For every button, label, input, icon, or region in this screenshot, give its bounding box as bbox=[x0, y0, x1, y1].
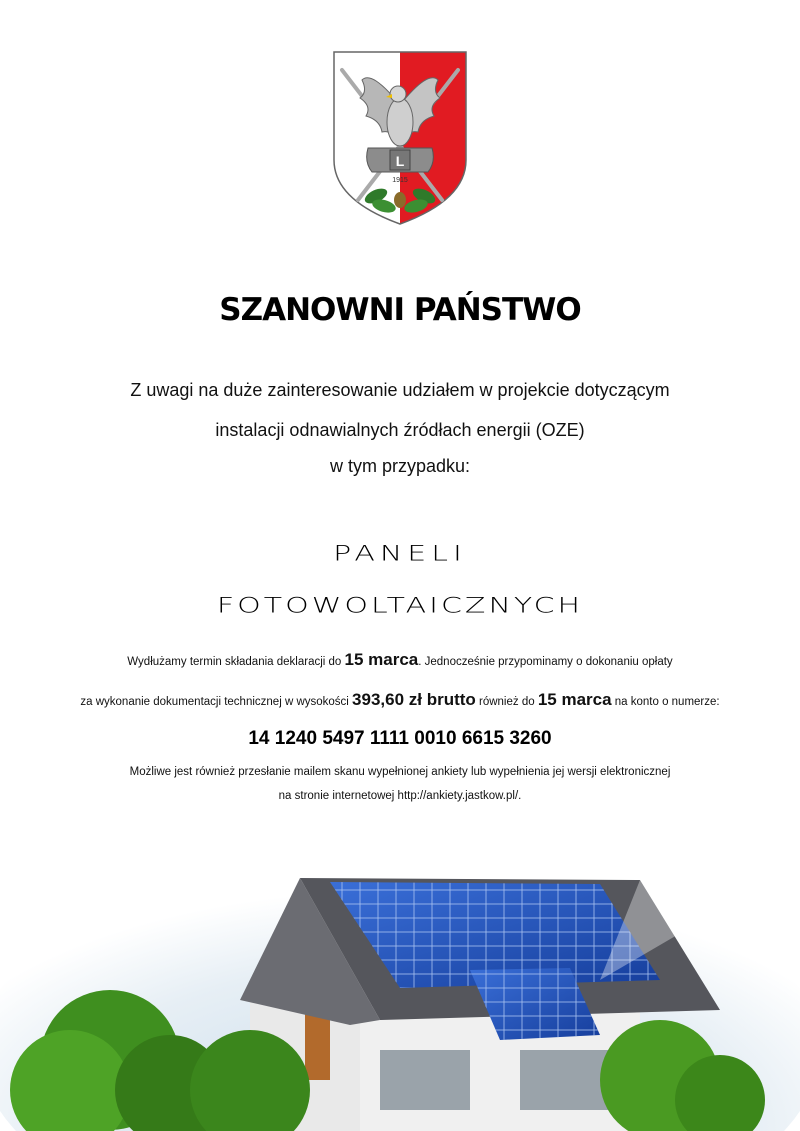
email-note-line-2: na stronie internetowej http://ankiety.jastkow.pl/. bbox=[278, 790, 522, 802]
bank-account-number: 14 1240 5497 1111 0010 6615 3260 bbox=[248, 728, 552, 749]
email-note-line-1: Możliwe jest również przesłanie mailem skanu wypełnionej ankiety lub wypełnienia jej wersji elektronicznej bbox=[129, 766, 671, 778]
crest-letter: L bbox=[395, 153, 405, 169]
subject-line-1: PANELI bbox=[333, 540, 467, 567]
fee-text-b: również do bbox=[475, 696, 538, 708]
crest-year: 1915 bbox=[392, 177, 408, 184]
intro-line-1: Z uwagi na duże zainteresowanie udziałem w projekcie dotyczącym bbox=[130, 380, 670, 400]
fee-text-a: za wykonanie dokumentacji technicznej w wysokości bbox=[80, 696, 353, 708]
fee-amount: 393,60 zł brutto bbox=[352, 690, 476, 709]
house-with-solar-panels-icon bbox=[0, 820, 800, 1131]
fee-deadline: 15 marca bbox=[537, 690, 612, 709]
intro-line-2: instalacji odnawialnych źródłach energii (OZE) bbox=[215, 420, 585, 440]
deadline-info-line-1 bbox=[0, 650, 800, 670]
page-title: SZANOWNI PAŃSTWO bbox=[219, 292, 581, 328]
deadline-text-b: . Jednocześnie przypominamy o dokonaniu opłaty bbox=[418, 656, 673, 668]
intro-line-3: w tym przypadku: bbox=[329, 456, 471, 476]
fee-text-c: na konto o numerze: bbox=[611, 696, 720, 708]
deadline-info-line-2 bbox=[0, 690, 800, 710]
deadline-text-a: Wydłużamy termin składania deklaracji do bbox=[127, 656, 345, 668]
eagle-crest-icon bbox=[332, 50, 468, 226]
subject-line-2: FOTOWOLTAICZNYCH bbox=[216, 592, 584, 619]
deadline-date: 15 marca bbox=[344, 650, 419, 669]
